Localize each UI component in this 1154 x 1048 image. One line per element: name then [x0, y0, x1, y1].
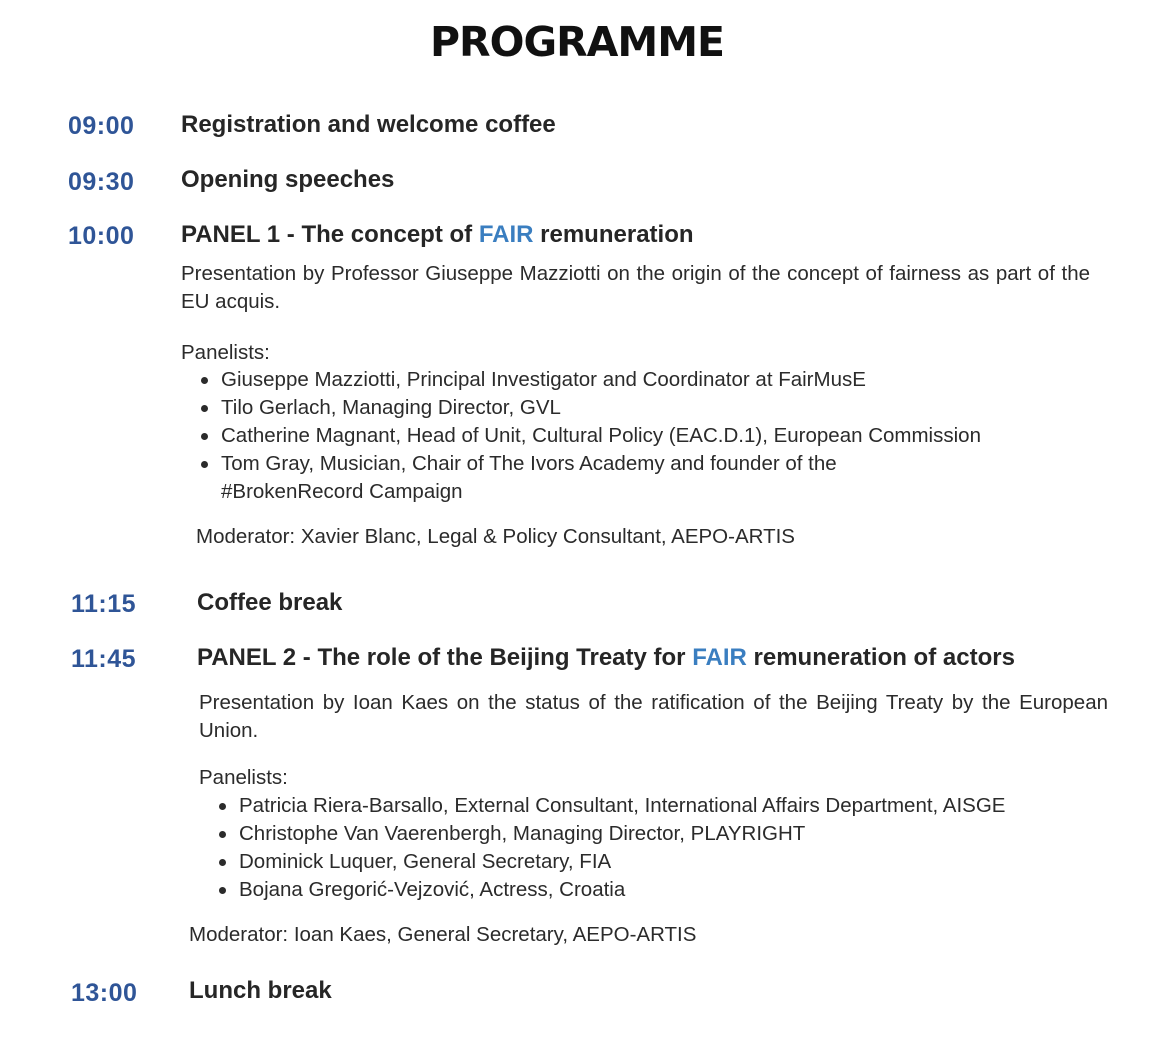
session-time: 13:00 — [71, 979, 138, 1007]
panel-1-title-post: remuneration — [533, 221, 694, 248]
session-time: 11:15 — [71, 590, 137, 618]
list-item: Bojana Gregorić-Vejzović, Actress, Croatia — [217, 876, 1117, 904]
list-item: Giuseppe Mazziotti, Principal Investigator and Coordinator at FairMusE — [199, 366, 929, 394]
session-time: 10:00 — [68, 222, 135, 250]
list-item: Tilo Gerlach, Managing Director, GVL — [199, 394, 929, 422]
session-title: Opening speeches — [181, 166, 395, 193]
session-time: 11:45 — [71, 645, 137, 673]
panel-1-title-pre: PANEL 1 - The concept of — [181, 221, 479, 248]
session-title: Coffee break — [197, 589, 343, 616]
panel-2-title — [197, 644, 1015, 672]
panel-2-description: Presentation by Ioan Kaes on the status of the ratification of the Beijing Treaty by the European Union. — [199, 691, 1108, 742]
panel-2-title-accent: FAIR — [692, 644, 747, 671]
list-item: Tom Gray, Musician, Chair of The Ivors Academy and founder of the #BrokenRecord Campaign — [199, 450, 929, 506]
panel-1-panelists-list — [199, 366, 981, 506]
panel-2-title-pre: PANEL 2 - The role of the Beijing Treaty for — [197, 644, 693, 671]
panel-1-description: Presentation by Professor Giuseppe Mazziotti on the origin of the concept of fairness as part of the EU acquis. — [181, 262, 1090, 313]
panel-2-panelists-label: Panelists: — [199, 766, 288, 789]
panel-2-panelists-list — [217, 792, 1117, 904]
session-title: Lunch break — [189, 977, 332, 1004]
panel-1-title-accent: FAIR — [478, 221, 534, 248]
list-item: Christophe Van Vaerenbergh, Managing Director, PLAYRIGHT — [217, 820, 1117, 848]
panel-2-moderator: Moderator: Ioan Kaes, General Secretary, AEPO-ARTIS — [189, 923, 697, 946]
panel-1-title — [181, 221, 694, 249]
panel-1-panelists-label: Panelists: — [181, 341, 270, 364]
page-title: PROGRAMME — [429, 18, 725, 66]
panel-2-title-post: remuneration of actors — [746, 644, 1015, 671]
session-time: 09:00 — [68, 112, 135, 140]
panel-1-moderator: Moderator: Xavier Blanc, Legal & Policy Consultant, AEPO-ARTIS — [196, 525, 795, 548]
session-time: 09:30 — [68, 168, 135, 196]
session-title: Registration and welcome coffee — [181, 111, 556, 138]
list-item: Catherine Magnant, Head of Unit, Cultural Policy (EAC.D.1), European Commission — [199, 422, 929, 450]
list-item: Patricia Riera-Barsallo, External Consultant, International Affairs Department, AISGE — [217, 792, 1117, 820]
list-item: Dominick Luquer, General Secretary, FIA — [217, 848, 1117, 876]
